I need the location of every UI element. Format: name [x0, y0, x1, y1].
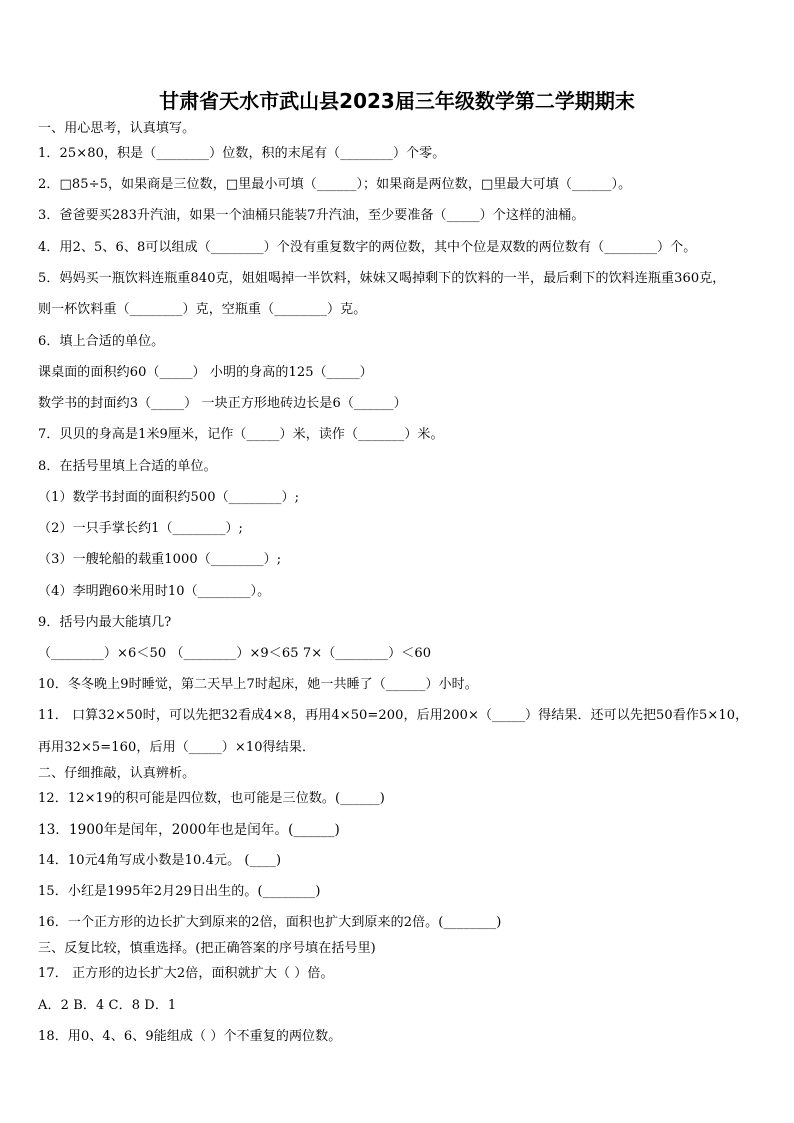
question-6-row-1: 课桌面的面积约60（_____） 小明的身高的125（_____）: [38, 365, 373, 380]
question-16: 16．一个正方形的边长扩大到原来的2倍，面积也扩大到原来的2倍。(________): [38, 915, 502, 930]
section-heading-1: 一、用心思考，认真填写。: [38, 121, 196, 136]
question-5: 5．妈妈买一瓶饮料连瓶重840克，姐姐喝掉一半饮料，妹妹又喝掉剩下的饮料的一半，最后剩下的饮料连瓶重360克，: [38, 271, 726, 286]
question-3: 3．爸爸要买283升汽油，如果一个油桶只能装7升汽油，至少要准备（_____）个这样的油桶。: [38, 208, 585, 223]
question-8-item-2: （2）一只手掌长约1（________）;: [38, 521, 244, 536]
question-17: 17． 正方形的边长扩大2倍，面积就扩大（ ）倍。: [38, 966, 334, 981]
question-7: 7．贝贝的身高是1米9厘米，记作（_____）米，读作（_______）米。: [38, 427, 444, 442]
question-8-item-1: （1）数学书封面的面积约500（________）;: [38, 490, 300, 505]
section-heading-2: 二、仔细推敲，认真辨析。: [38, 766, 196, 781]
question-12: 12．12×19的积可能是四位数，也可能是三位数。(______): [38, 791, 385, 806]
question-11-continued: 再用32×5=160，后用（_____）×10得结果．: [38, 740, 316, 755]
question-8: 8．在括号里填上合适的单位。: [38, 459, 217, 474]
page-title: 甘肃省天水市武山县2023届三年级数学第二学期期末: [159, 89, 635, 113]
question-5-continued: 则一杯饮料重（________）克，空瓶重（________）克。: [38, 302, 367, 317]
question-6: 6．填上合适的单位。: [38, 334, 165, 349]
question-2: 2．□85÷5，如果商是三位数，□里最小可填（______）；如果商是两位数，□里最大可填（______）。: [38, 177, 632, 192]
question-10: 10．冬冬晚上9时睡觉，第二天早上7时起床，她一共睡了（______）小时。: [38, 677, 478, 692]
question-18: 18．用0、4、6、9能组成（ ）个不重复的两位数。: [38, 1029, 342, 1044]
question-9: 9．括号内最大能填几?: [38, 615, 172, 630]
question-11: 11． 口算32×50时，可以先把32看成4×8，再用4×50=200，后用200×（_____）得结果．还可以先把50看作5×10，: [38, 708, 749, 723]
question-8-item-3: （3）一艘轮船的载重1000（________）;: [38, 552, 282, 567]
question-4: 4．用2、5、6、8可以组成（________）个没有重复数字的两位数，其中个位是双数的两位数有（________）个。: [38, 240, 697, 255]
question-14: 14．10元4角写成小数是10.4元。 (____): [38, 853, 282, 868]
section-heading-3: 三、反复比较，慎重选择。(把正确答案的序号填在括号里): [38, 941, 376, 956]
question-15: 15．小红是1995年2月29日出生的。(________): [38, 884, 321, 899]
question-1: 1．25×80，积是（________）位数，积的末尾有（________）个零。: [38, 146, 446, 161]
question-9-items: （________）×6＜50 （________）×9＜65 7×（________）＜60: [38, 646, 432, 661]
question-17-options: A．2 B．4 C．8 D．1: [38, 998, 177, 1013]
question-8-item-4: （4）李明跑60米用时10（________）。: [38, 584, 271, 599]
question-13: 13．1900年是闰年，2000年也是闰年。(______): [38, 822, 340, 838]
question-6-row-2: 数学书的封面约3（_____） 一块正方形地砖边长是6（______）: [38, 396, 407, 411]
